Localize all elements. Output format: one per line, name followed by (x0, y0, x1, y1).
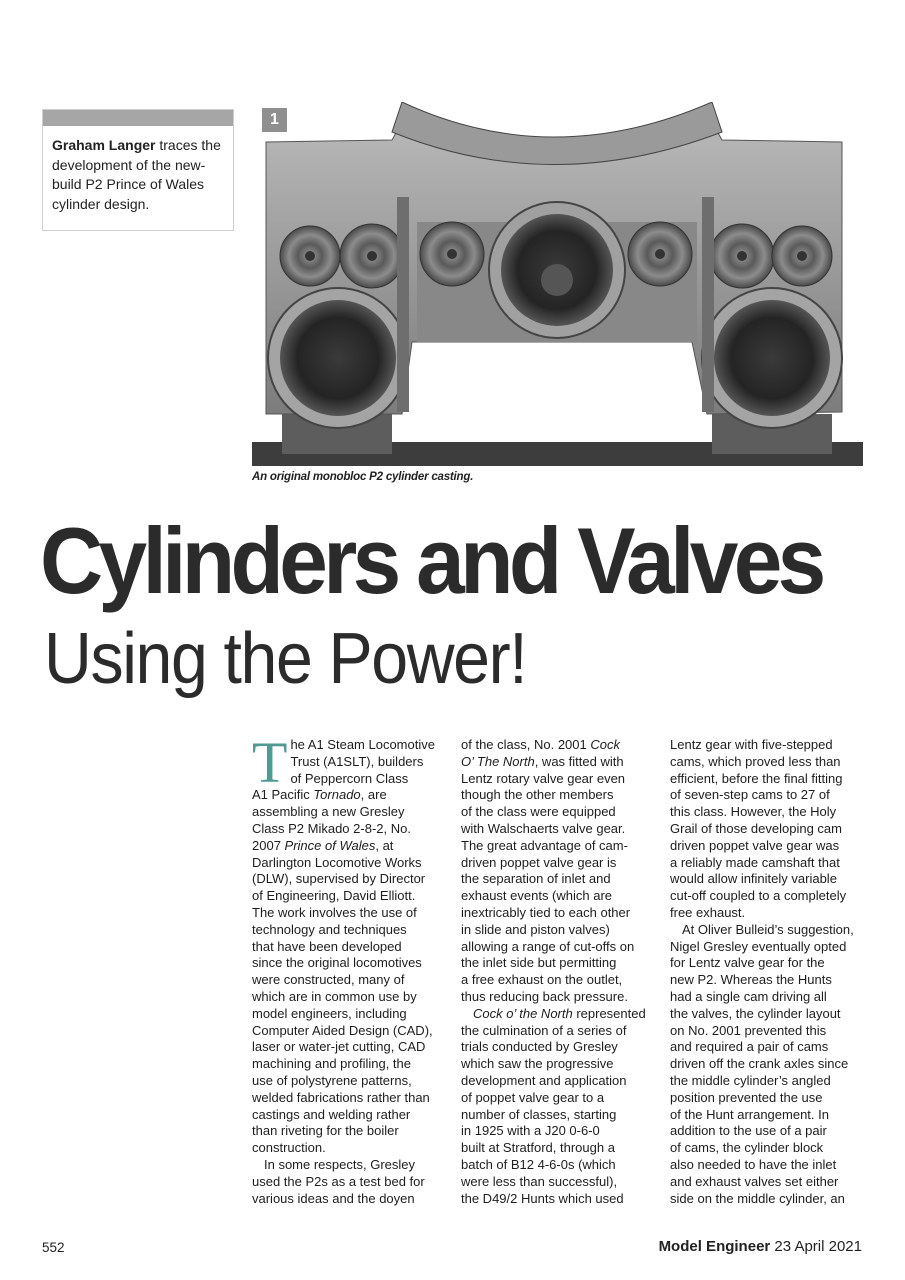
text-line: allowing a range of cut-offs on (461, 938, 635, 954)
text-line: the D49/2 Hunts which used (461, 1190, 624, 1206)
text-line: of Peppercorn Class (290, 770, 409, 786)
standfirst-bar (43, 110, 233, 126)
standfirst-description: traces the development of the new-build P2 Prince of Wales cylinder design. (52, 137, 221, 212)
text-line: would allow infinitely variable (670, 871, 837, 887)
text-line: he A1 Steam Locomotive (290, 737, 435, 752)
text-line (252, 787, 447, 804)
standfirst-box (42, 109, 234, 231)
text-line: of poppet valve gear to a (461, 1089, 605, 1105)
body-column-1 (252, 730, 447, 1207)
text-run: of the class, No. 2001 (461, 737, 591, 752)
text-line: a free exhaust on the outlet, (461, 972, 623, 988)
text-line: of cams, the cylinder block (670, 1140, 824, 1156)
text-line: than riveting for the boiler (252, 1123, 399, 1139)
text-line: Trust (A1SLT), builders (290, 753, 424, 769)
text-run: , was fitted with (534, 753, 624, 769)
text-line: machining and profiling, the (252, 1056, 411, 1072)
text-line: that have been developed (252, 938, 402, 954)
text-line (461, 737, 656, 754)
text-line: position prevented the use (670, 1089, 823, 1105)
text-line: Darlington Locomotive Works (252, 854, 422, 870)
text-line: in 1925 with a J20 0-6-0 (461, 1123, 600, 1139)
text-line: exhaust events (which are (461, 888, 613, 904)
text-line: though the other members (461, 787, 614, 803)
text-line: since the original locomotives (252, 955, 422, 971)
running-footer (659, 1238, 862, 1255)
standfirst-text (43, 126, 233, 214)
text-line: which are in common use by (252, 988, 417, 1004)
paragraph (461, 1006, 656, 1208)
text-line: the culmination of a series of (461, 1022, 627, 1038)
text-line: Class P2 Mikado 2-8-2, No. (252, 820, 411, 836)
text-line: free exhaust. (670, 904, 746, 920)
text-line: Lentz rotary valve gear even (461, 770, 626, 786)
text-line: castings and welding rather (252, 1106, 411, 1122)
paragraph (252, 730, 447, 1157)
text-line: also needed to have the inlet (670, 1156, 837, 1172)
text-line: cams, which proved less than (670, 753, 841, 769)
text-run: A1 Pacific (252, 787, 314, 803)
text-line: driven poppet valve gear is (461, 854, 617, 870)
text-line: efficient, before the final fitting (670, 770, 843, 786)
italic-title: Cock o’ the North (473, 1005, 573, 1021)
body-column-2 (461, 737, 656, 1207)
text-line: and exhaust valves set either (670, 1173, 839, 1189)
text-line: trials conducted by Gresley (461, 1039, 618, 1055)
cylinder-casting-illustration (252, 102, 863, 466)
author-name: Graham Langer (52, 137, 156, 153)
text-line: a reliably made camshaft that (670, 854, 840, 870)
text-line: use of polystyrene patterns, (252, 1072, 412, 1088)
text-run: 2007 (252, 837, 285, 853)
article-subtitle: Using the Power! (44, 619, 527, 699)
text-line: for Lentz valve gear for the (670, 955, 825, 971)
text-line (461, 1006, 656, 1023)
paragraph (252, 1157, 447, 1207)
magazine-name: Model Engineer (658, 1238, 771, 1255)
text-line: technology and techniques (252, 921, 407, 937)
text-line: laser or water-jet cutting, CAD (252, 1039, 426, 1055)
text-line: the valves, the cylinder layout (670, 1005, 841, 1021)
text-line: the separation of inlet and (461, 871, 611, 887)
text-line: (DLW), supervised by Director (252, 871, 426, 887)
text-line: batch of B12 4-6-0s (which (461, 1156, 616, 1172)
text-line: which saw the progressive (461, 1056, 614, 1072)
text-run: represented (572, 1005, 646, 1021)
text-line: were less than successful), (461, 1173, 618, 1189)
italic-title: O’ The North (461, 753, 535, 769)
text-line: welded fabrications rather than (252, 1089, 430, 1105)
issue-date: 23 April 2021 (774, 1238, 862, 1255)
text-line: of Engineering, David Elliott. (252, 888, 416, 904)
body-column-3 (670, 737, 865, 1207)
text-line: assembling a new Gresley (252, 804, 405, 820)
text-line: cut-off coupled to a completely (670, 888, 847, 904)
text-line: in slide and piston valves) (461, 921, 610, 937)
italic-title: Tornado (313, 787, 361, 803)
text-line: side on the middle cylinder, an (670, 1190, 845, 1206)
paragraph (670, 737, 865, 922)
text-line: addition to the use of a pair (670, 1123, 827, 1139)
text-line: Lentz gear with five-stepped (670, 737, 833, 752)
text-line: this class. However, the Holy (670, 804, 837, 820)
text-line: new P2. Whereas the Hunts (670, 972, 832, 988)
text-line: had a single cam driving all (670, 988, 827, 1004)
text-line: the inlet side but permitting (461, 955, 617, 971)
italic-title: Cock (590, 737, 620, 752)
text-line: various ideas and the doyen (252, 1190, 415, 1206)
text-line: In some respects, Gresley (264, 1156, 415, 1172)
paragraph (670, 922, 865, 1208)
text-line: driven poppet valve gear was (670, 837, 840, 853)
text-line: used the P2s as a test bed for (252, 1173, 425, 1189)
text-line: The work involves the use of (252, 904, 417, 920)
drop-cap: T (252, 730, 288, 795)
paragraph (461, 737, 656, 1006)
page-number: 552 (42, 1240, 65, 1255)
text-line (461, 754, 656, 771)
article-title: Cylinders and Valves (40, 508, 822, 613)
text-line: number of classes, starting (461, 1106, 617, 1122)
text-line: Computer Aided Design (CAD), (252, 1022, 433, 1038)
text-line: At Oliver Bulleid’s suggestion, (682, 921, 854, 937)
figure-caption: An original monobloc P2 cylinder casting. (252, 471, 474, 483)
text-line: and required a pair of cams (670, 1039, 829, 1055)
text-line: thus reducing back pressure. (461, 988, 628, 1004)
text-line (252, 838, 447, 855)
text-line: with Walschaerts valve gear. (461, 820, 626, 836)
text-line: model engineers, including (252, 1005, 407, 1021)
text-line: Grail of those developing cam (670, 820, 842, 836)
figure-number: 1 (262, 108, 287, 132)
text-line: The great advantage of cam- (461, 837, 628, 853)
text-line: were constructed, many of (252, 972, 405, 988)
cylinder-casting-photo (252, 102, 863, 466)
text-line: on No. 2001 prevented this (670, 1022, 827, 1038)
text-line: of the Hunt arrangement. In (670, 1106, 829, 1122)
text-line: of seven-step cams to 27 of (670, 787, 830, 803)
text-line: built at Stratford, through a (461, 1140, 615, 1156)
text-line: construction. (252, 1140, 326, 1156)
text-line: driven off the crank axles since (670, 1056, 849, 1072)
text-line: development and application (461, 1072, 627, 1088)
italic-title: Prince of Wales (284, 837, 376, 853)
text-line: the middle cylinder’s angled (670, 1072, 831, 1088)
text-run: , are (360, 787, 387, 803)
text-run: , at (375, 837, 394, 853)
text-line: Nigel Gresley eventually opted (670, 938, 847, 954)
text-line: inextricably tied to each other (461, 904, 631, 920)
text-line: of the class were equipped (461, 804, 616, 820)
